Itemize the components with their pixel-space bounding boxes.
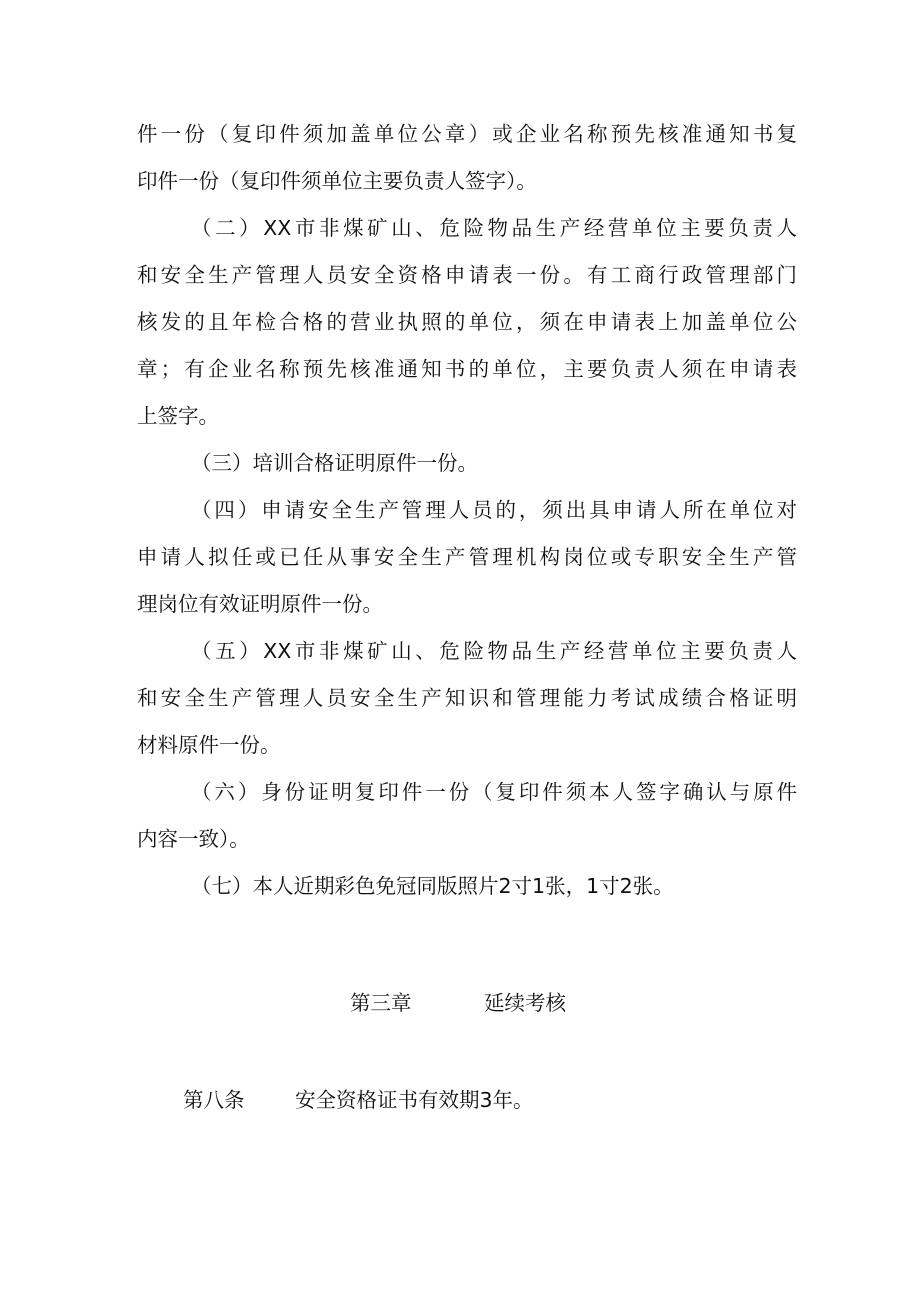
paragraph-line: 章；有企业名称预先核准通知书的单位，主要负责人须在申请表 (137, 357, 797, 381)
chapter-heading (0, 986, 920, 1020)
chapter-title: 延续考核 (484, 991, 566, 1015)
paragraph-line: （四）申请安全生产管理人员的，须出具申请人所在单位对 (191, 498, 797, 522)
paragraph-line: 上签字。 (137, 404, 219, 428)
paragraph-line: 材料原件一份。 (137, 733, 281, 757)
paragraph-line: 核发的且年检合格的营业执照的单位，须在申请表上加盖单位公 (137, 310, 797, 334)
paragraph-line: （五）XX市非煤矿山、危险物品生产经营单位主要负责人 (191, 639, 797, 663)
paragraph-line: 理岗位有效证明原件一份。 (137, 592, 383, 616)
paragraph-line: 件一份（复印件须加盖单位公章）或企业名称预先核准通知书复 (137, 122, 797, 146)
chapter-number: 第三章 (350, 991, 412, 1015)
paragraph-line: 内容一致）。 (137, 827, 250, 851)
paragraph-line: （七）本人近期彩色免冠同版照片2寸1张，1寸2张。 (191, 874, 674, 898)
paragraph-line: 和安全生产管理人员安全资格申请表一份。有工商行政管理部门 (137, 263, 797, 287)
paragraph-line: （三）培训合格证明原件一份。 (191, 451, 478, 475)
paragraph-line: （六）身份证明复印件一份（复印件须本人签字确认与原件 (191, 780, 797, 804)
paragraph-line: 和安全生产管理人员安全生产知识和管理能力考试成绩合格证明 (137, 686, 797, 710)
paragraph-line: 印件一份（复印件须单位主要负责人签字）。 (137, 169, 537, 193)
article-text: 安全资格证书有效期3年。 (295, 1088, 534, 1112)
paragraph-line: （二）XX市非煤矿山、危险物品生产经营单位主要负责人 (191, 216, 797, 240)
article-line (0, 1083, 920, 1117)
article-number: 第八条 (183, 1088, 245, 1112)
paragraph-line: 申请人拟任或已任从事安全生产管理机构岗位或专职安全生产管 (137, 545, 797, 569)
